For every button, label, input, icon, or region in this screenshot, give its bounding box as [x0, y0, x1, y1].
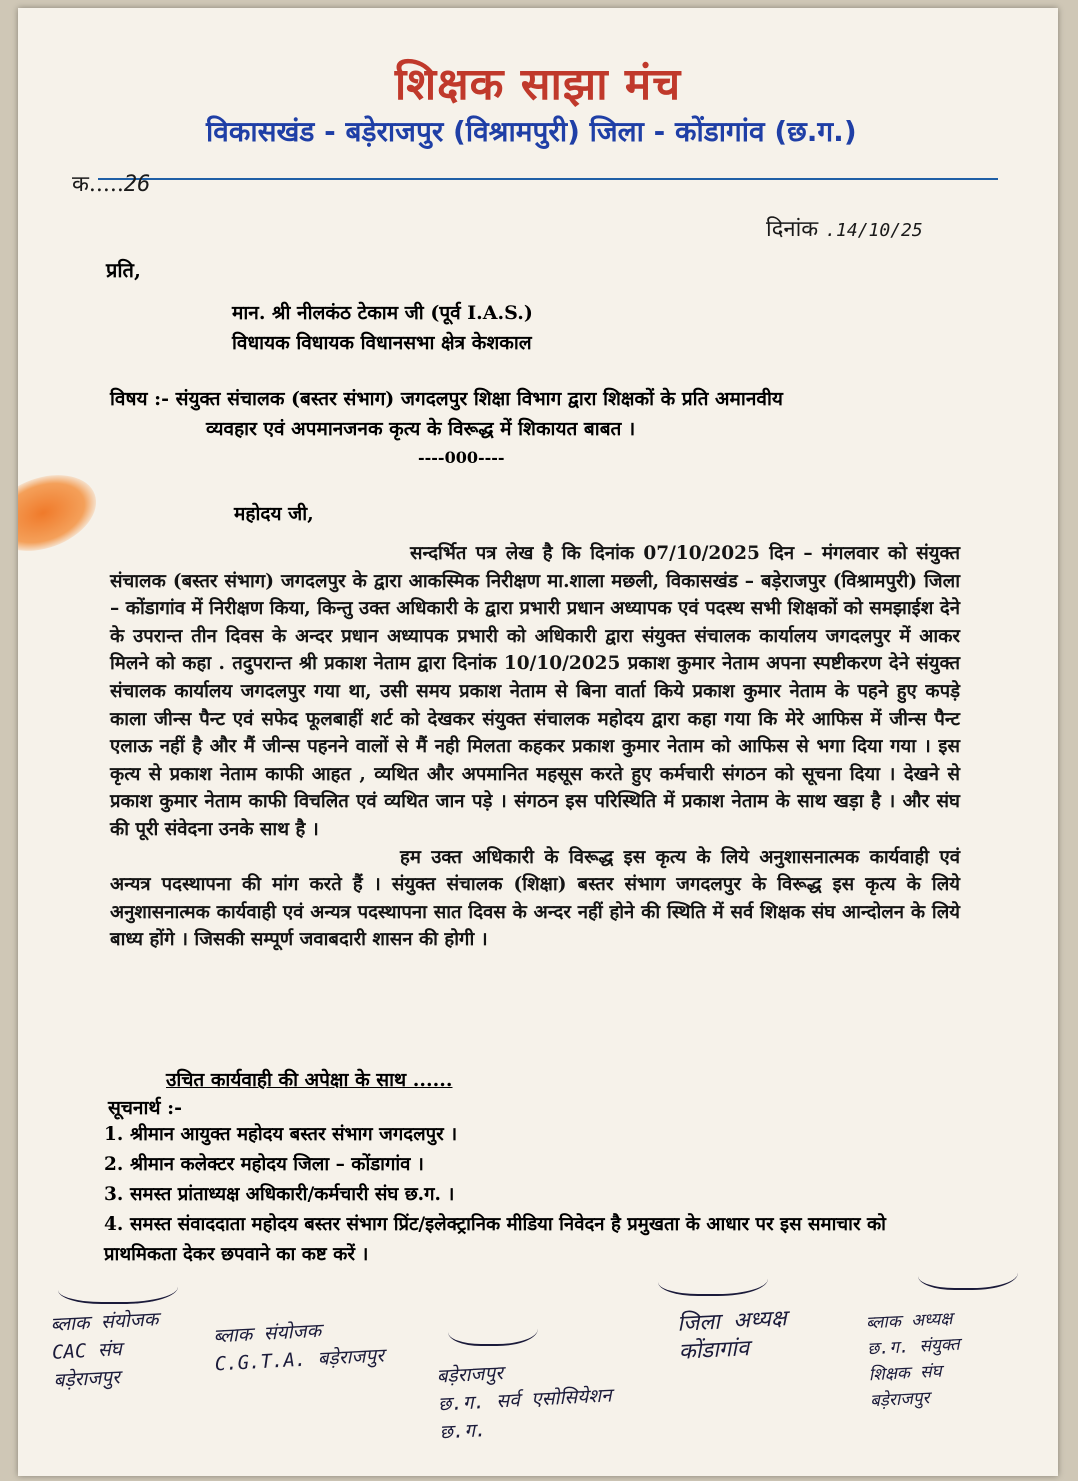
- subject-line2: व्यवहार एवं अपमानजनक कृत्य के विरूद्ध में शिकायत बाबत ।: [206, 418, 636, 440]
- letterhead-title: शिक्षक साझा मंच: [394, 59, 682, 110]
- signature-scribble-1: [58, 1266, 178, 1304]
- subject-block: [110, 384, 970, 444]
- signature-block-2: ब्लाक संयोजक C.G.T.A. बड़ेराजपुर: [212, 1319, 385, 1376]
- salutation: महोदय जी,: [234, 503, 314, 525]
- date-value: .14/10/25: [825, 220, 923, 241]
- header-rule: [98, 178, 998, 180]
- reference-value: 26: [123, 172, 151, 197]
- signature-block-1: ब्लाक संयोजक CAC संघ बड़ेराजपुर: [50, 1308, 159, 1392]
- signature-scribble-5: [918, 1252, 1018, 1290]
- closing-line: उचित कार्यवाही की अपेक्षा के साथ ......: [166, 1069, 453, 1091]
- signature-block-5: ब्लाक अध्यक्ष छ.ग. संयुक्त शिक्षक संघ बड़ेराजपुर: [865, 1308, 961, 1412]
- subject-line1: विषय :- संयुक्त संचालक (बस्तर संभाग) जगदलपुर शिक्षा विभाग द्वारा शिक्षकों के प्रति अमानवीय: [110, 388, 783, 410]
- addressee-block: [232, 298, 533, 358]
- letterhead-subtitle: विकासखंड - बड़ेराजपुर (विश्रामपुरी) जिला - कोंडागांव (छ.ग.): [206, 115, 857, 148]
- cc-item: 4. समस्त संवाददाता महोदय बस्तर संभाग प्रिंट/इलेक्ट्रानिक मीडिया निवेदन है प्रमुखता के आधार पर इस समाचार को प्राथमिकता देकर छपवाने का कष्ट करें ।: [104, 1214, 886, 1265]
- body-paragraph-2: हम उक्त अधिकारी के विरूद्ध इस कृत्य के लिये अनुशासनात्मक कार्यवाही एवं अन्यत्र पदस्थापना की मांग करते हैं । संयुक्त संचालक (शिक्षा) बस्तर संभाग जगदलपुर के विरूद्ध इस कृत्य के लिये अनुशासनात्मक कार्यवाही एवं अन्यत्र पदस्थापना सात दिवस के अन्दर नहीं होने की स्थिति में सर्व शिक्षक संघ आन्दोलन के लिये बाध्य होंगे । जिसकी सम्पूर्ण जवाबदारी शासन की होगी ।: [110, 846, 960, 951]
- signature-scribble-4: [658, 1258, 768, 1296]
- divider: ----000----: [418, 448, 505, 467]
- signature-scribble-3: [448, 1308, 538, 1346]
- stain-mark: [18, 461, 107, 564]
- to-label: प्रति,: [106, 258, 141, 282]
- body-paragraph-1: सन्दर्भित पत्र लेख है कि दिनांक 07/10/2025 दिन – मंगलवार को संयुक्त संचालक (बस्तर संभाग) जगदलपुर के द्वारा आकस्मिक निरीक्षण मा.शाला मछली, विकासखंड – बड़ेराजपुर (विश्रामपुरी) जिला – कोंडागांव में निरीक्षण किया, किन्तु उक्त अधिकारी के द्वारा प्रभारी प्रधान अध्यापक एवं पदस्थ सभी शिक्षकों को समझाईश देने के उपरान्त तीन दिवस के अन्दर प्रधान अध्यापक प्रभारी को अधिकारी द्वारा संयुक्त संचालक कार्यालय जगदलपुर में आकर मिलने को कहा . तदुपरान्त श्री प्रकाश नेताम द्वारा दिनांक 10/10/2025 प्रकाश कुमार नेताम अपना स्पष्टीकरण देने संयुक्त संचालक कार्यालय जगदलपुर गया था, उसी समय प्रकाश नेताम से बिना वार्ता किये प्रकाश कुमार नेताम के पहने हुए कपड़े काला जीन्स पैन्ट एवं सफेद फूलबाहीं शर्ट को देखकर संयुक्त संचालक महोदय द्वारा कहा गया कि मेरे आफिस में जीन्स पैन्ट एलाऊ नहीं है और मैं जीन्स पहनने वालों से मैं नही मिलता कहकर प्रकाश कुमार नेताम को आफिस से भगा दिया गया । इस कृत्य से प्रकाश नेताम काफी आहत , व्यथित और अपमानित महसूस करते हुए कर्मचारी संगठन को सूचना दिया । देखने से प्रकाश कुमार नेताम काफी विचलित एवं व्यथित जान पड़े । संगठन इस परिस्थिति में प्रकाश नेताम के साथ खड़ा है । और संघ की पूरी संवेदना उनके साथ है ।: [110, 543, 960, 840]
- signature-block-3: बड़ेराजपुर छ.ग. सर्व एसोसियेशन छ.ग.: [436, 1362, 613, 1444]
- date-label: दिनांक: [766, 217, 819, 242]
- addressee-line1: मान. श्री नीलकंठ टेकाम जी (पूर्व I.A.S.): [232, 302, 533, 324]
- signature-block-4: जिला अध्यक्ष कोंडागांव: [676, 1306, 788, 1365]
- cc-heading: सूचनार्थ :-: [108, 1097, 183, 1119]
- cc-item: 3. समस्त प्रांताध्यक्ष अधिकारी/कर्मचारी संघ छ.ग. ।: [104, 1184, 455, 1205]
- cc-list: [104, 1120, 964, 1270]
- reference-number: [72, 168, 150, 198]
- cc-item: 1. श्रीमान आयुक्त महोदय बस्तर संभाग जगदलपुर ।: [104, 1124, 458, 1145]
- date-line: [766, 213, 923, 243]
- addressee-line2: विधायक विधायक विधानसभा क्षेत्र केशकाल: [232, 332, 532, 354]
- letter-page: [18, 8, 1058, 1476]
- letter-body: [110, 540, 960, 954]
- cc-item: 2. श्रीमान कलेक्टर महोदय जिला – कोंडागांव ।: [104, 1154, 424, 1175]
- reference-label: क.....: [72, 172, 124, 197]
